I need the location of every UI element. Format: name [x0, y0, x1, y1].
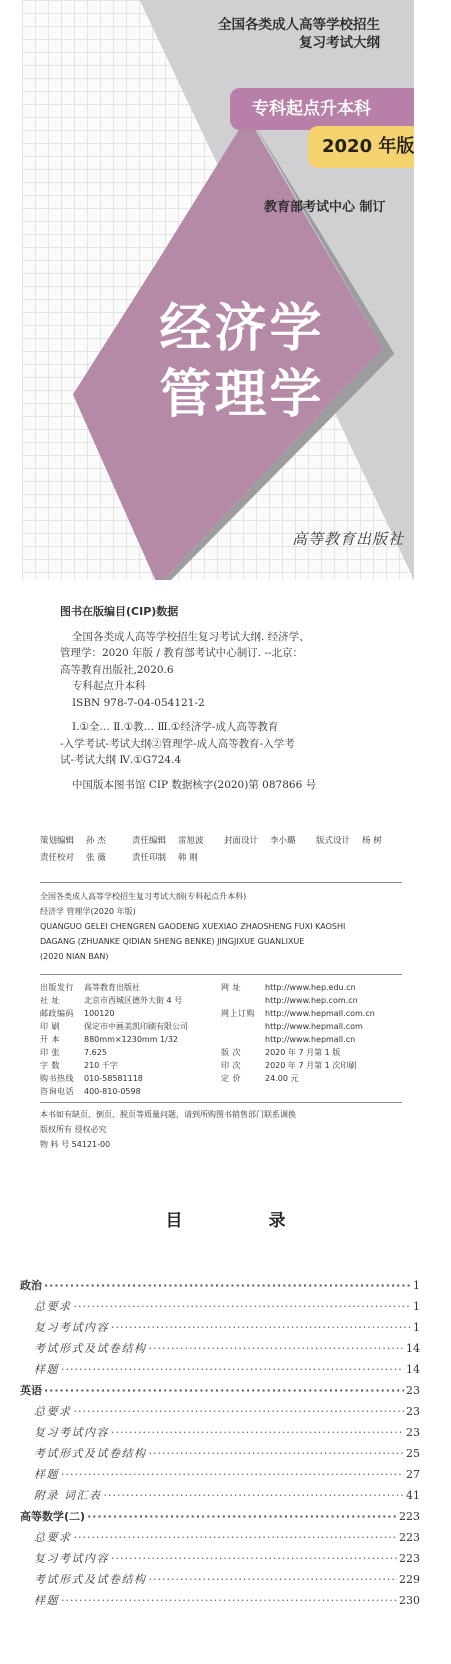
toc-chapter[interactable]	[20, 1277, 420, 1298]
bib-footer-line: 版权所有 侵权必究	[40, 1125, 107, 1134]
cip-line: 高等教育出版社,2020.6	[60, 663, 174, 676]
toc-leader-dots	[74, 1531, 398, 1544]
bib-line: (2020 NIAN BAN)	[40, 952, 109, 961]
info-value: 880mm×1230mm 1/32	[84, 1035, 179, 1044]
edition-label: 2020 年版	[308, 126, 414, 168]
publication-info-row	[40, 1072, 221, 1085]
level-label: 专科起点升本科	[230, 88, 414, 130]
book-cover	[22, 0, 414, 580]
toc-section[interactable]	[20, 1340, 420, 1361]
toc-section[interactable]	[20, 1424, 420, 1445]
info-key: 版 次	[221, 1048, 242, 1057]
cip-heading: 图书在版编目(CIP)数据	[60, 605, 179, 618]
toc-page-number: 41	[406, 1489, 420, 1502]
toc-section[interactable]	[20, 1487, 420, 1508]
info-key	[221, 1033, 265, 1046]
cover-publisher-line: 教育部考试中心 制订	[264, 200, 386, 215]
info-key: 网 址	[221, 983, 242, 992]
credit-person: 韩 刚	[178, 853, 198, 863]
toc-leader-dots	[74, 1300, 412, 1313]
credit-person: 孙 杰	[86, 836, 106, 846]
toc-page-number: 1	[413, 1279, 420, 1292]
toc-leader-dots	[111, 1426, 404, 1439]
publication-info-row	[221, 1033, 402, 1046]
info-value: http://www.hepmall.com	[265, 1022, 363, 1031]
toc-section[interactable]	[20, 1319, 420, 1340]
toc-leader-dots	[149, 1573, 398, 1586]
info-key: 出版发行	[40, 983, 74, 992]
toc-section[interactable]	[20, 1571, 420, 1592]
info-key: 咨询电话	[40, 1087, 74, 1096]
toc-entry-title: 考试形式及试卷结构	[34, 1573, 147, 1586]
info-key: 开 本	[40, 1035, 61, 1044]
toc-leader-dots	[61, 1468, 404, 1481]
toc-page-number: 230	[399, 1594, 420, 1607]
info-key: 邮政编码	[40, 1009, 74, 1018]
toc-leader-dots	[87, 1510, 397, 1523]
publication-info-left	[40, 981, 221, 1098]
info-value: 北京市西城区德外大街 4 号	[84, 996, 183, 1005]
toc-entry-title: 政治	[20, 1279, 42, 1292]
cip-line: 试-考试大纲 Ⅳ.①G724.4	[60, 754, 182, 766]
publication-info-row	[40, 1033, 221, 1046]
toc-entry-title: 考试形式及试卷结构	[34, 1447, 147, 1460]
publication-info-table	[40, 974, 402, 1098]
info-value: 2020 年 7 月第 1 版	[265, 1048, 341, 1057]
credit-person: 杨 树	[362, 836, 382, 846]
cip-line: ISBN 978-7-04-054121-2	[72, 696, 205, 709]
credits-block	[40, 833, 410, 867]
toc-leader-dots	[149, 1447, 405, 1460]
info-value: http://www.hep.edu.cn	[265, 983, 356, 992]
toc-page-number: 223	[399, 1531, 420, 1544]
toc-leader-dots	[104, 1489, 405, 1502]
bib-line: QUANGUO GELEI CHENGREN GAODENG XUEXIAO ZHAOSHENG FUXI KAOSHI	[40, 922, 346, 931]
info-value: 400-810-0598	[84, 1087, 141, 1096]
bibliographic-block	[40, 882, 402, 1152]
info-key: 印 刷	[40, 1022, 61, 1031]
info-key	[221, 1020, 265, 1033]
credit-person: 雷旭波	[178, 836, 204, 846]
publication-info-row	[40, 1059, 221, 1072]
cover-subject-line2: 管理学	[159, 365, 325, 425]
publication-info-right	[221, 981, 402, 1098]
toc-page-number: 223	[399, 1552, 420, 1565]
info-value: 2020 年 7 月第 1 次印刷	[265, 1061, 357, 1070]
cip-line: 全国各类成人高等学校招生复习考试大纲. 经济学、	[72, 630, 310, 643]
toc-entry-title: 总要求	[34, 1531, 72, 1544]
publication-info-row	[221, 1007, 402, 1020]
bib-footer	[40, 1102, 402, 1152]
bib-line: 经济学 管理学(2020 年版)	[40, 907, 136, 916]
info-value: 100120	[84, 1009, 115, 1018]
toc-page-number: 1	[413, 1300, 420, 1313]
toc-leader-dots	[44, 1279, 411, 1292]
publication-info-row	[40, 1046, 221, 1059]
toc-page-number: 25	[406, 1447, 420, 1460]
toc-page-number: 27	[406, 1468, 420, 1481]
cip-line: 管理学：2020 年版 / 教育部考试中心制订. --北京：	[60, 647, 304, 659]
toc-entry-title: 样题	[34, 1468, 59, 1481]
publication-info-row	[221, 1046, 402, 1059]
toc-entry-title: 样题	[34, 1594, 59, 1607]
cover-subject-line1: 经济学	[159, 299, 325, 359]
toc-leader-dots	[111, 1321, 411, 1334]
toc-section[interactable]	[20, 1298, 420, 1319]
info-key	[221, 994, 265, 1007]
toc-page-number: 23	[406, 1426, 420, 1439]
toc-chapter[interactable]	[20, 1382, 420, 1403]
credit-role: 责任印制	[132, 853, 167, 863]
credit-role: 责任校对	[40, 853, 75, 863]
publication-info-row	[221, 994, 402, 1007]
info-key: 购书热线	[40, 1074, 74, 1083]
info-value: http://www.hepmall.cn	[265, 1035, 356, 1044]
cover-title-line2: 复习考试大纲	[299, 35, 380, 51]
info-key: 字 数	[40, 1061, 61, 1070]
toc-entry-title: 高等数学(二)	[20, 1510, 86, 1523]
publication-info-row	[40, 1020, 221, 1033]
credit-person: 张 薇	[86, 853, 106, 863]
bib-line: DAGANG (ZHUANKE QIDIAN SHENG BENKE) JINGJIXUE GUANLIXUE	[40, 937, 305, 946]
bib-line: 全国各类成人高等学校招生复习考试大纲(专科起点升本科)	[40, 892, 247, 901]
toc-entry-title: 复习考试内容	[34, 1321, 109, 1334]
toc-section[interactable]	[20, 1361, 420, 1382]
credit-role: 版式设计	[316, 836, 351, 846]
toc-entry-title: 考试形式及试卷结构	[34, 1342, 147, 1355]
toc-section[interactable]	[20, 1445, 420, 1466]
info-key: 定 价	[221, 1074, 242, 1083]
publication-info-row	[221, 1072, 402, 1085]
info-value: 保定市中画美凯印刷有限公司	[84, 1022, 188, 1031]
publisher-logo: 高等教育出版社	[292, 530, 405, 548]
toc-section[interactable]	[20, 1403, 420, 1424]
info-value: 高等教育出版社	[84, 983, 140, 992]
cip-line: 专科起点升本科	[72, 680, 146, 692]
publication-info-row	[221, 1059, 402, 1072]
toc-entry-title: 附录 词汇表	[34, 1489, 102, 1502]
toc-entry-title: 总要求	[34, 1405, 72, 1418]
publication-info-row	[221, 1020, 402, 1033]
toc-leader-dots	[74, 1405, 405, 1418]
cip-block	[60, 604, 390, 793]
cover-series-title	[218, 16, 380, 52]
cip-line: 中国版本图书馆 CIP 数据核字(2020)第 087866 号	[72, 778, 317, 791]
info-value: 210 千字	[84, 1061, 118, 1070]
publication-info-row	[40, 981, 221, 994]
toc-section[interactable]	[20, 1550, 420, 1571]
toc-page-number: 223	[399, 1510, 420, 1523]
info-key: 社 址	[40, 996, 61, 1005]
toc-leader-dots	[111, 1552, 397, 1565]
publication-info-row	[221, 981, 402, 994]
toc-entry-title: 总要求	[34, 1300, 72, 1313]
info-key: 印 次	[221, 1061, 242, 1070]
credit-role: 策划编辑	[40, 836, 75, 846]
toc-page-number: 14	[406, 1363, 420, 1376]
toc-leader-dots	[149, 1342, 405, 1355]
bib-footer-line: 物 料 号 54121-00	[40, 1140, 111, 1149]
cip-line: -入学考试-考试大纲②管理学-成人高等教育-入学考	[60, 737, 295, 750]
info-value: 7.625	[84, 1048, 107, 1057]
info-value: 010-58581118	[84, 1074, 143, 1083]
toc-entry-title: 复习考试内容	[34, 1426, 109, 1439]
credits-row	[40, 833, 410, 850]
credit-role: 责任编辑	[132, 836, 167, 846]
toc-title: 目 录	[165, 1211, 326, 1231]
toc-leader-dots	[61, 1594, 397, 1607]
info-key: 网上订购	[221, 1009, 255, 1018]
toc-entry-title: 复习考试内容	[34, 1552, 109, 1565]
info-value: http://www.hep.com.cn	[265, 996, 358, 1005]
table-of-contents	[20, 1277, 420, 1613]
toc-entry-title: 英语	[20, 1384, 42, 1397]
toc-page-number: 229	[399, 1573, 420, 1586]
credit-role: 封面设计	[224, 836, 259, 846]
info-value: http://www.hepmall.com.cn	[265, 1009, 375, 1018]
toc-section[interactable]	[20, 1592, 420, 1613]
toc-leader-dots	[61, 1363, 404, 1376]
toc-chapter[interactable]	[20, 1508, 420, 1529]
info-value: 24.00 元	[265, 1074, 299, 1083]
toc-section[interactable]	[20, 1529, 420, 1550]
toc-entry-title: 样题	[34, 1363, 59, 1376]
cip-line: Ⅰ.①全… Ⅱ.①教… Ⅲ.①经济学-成人高等教育	[72, 721, 279, 733]
info-key: 印 张	[40, 1048, 61, 1057]
toc-leader-dots	[44, 1384, 404, 1397]
toc-page-number: 23	[406, 1405, 420, 1418]
publication-info-row	[40, 1085, 221, 1098]
credits-row	[40, 850, 410, 867]
toc-page-number: 23	[406, 1384, 420, 1397]
toc-page-number: 14	[406, 1342, 420, 1355]
toc-section[interactable]	[20, 1466, 420, 1487]
toc-page-number: 1	[413, 1321, 420, 1334]
publication-info-row	[40, 1007, 221, 1020]
publication-info-row	[40, 994, 221, 1007]
bib-footer-line: 本书如有缺页、倒页、脱页等质量问题，请到所购图书销售部门联系调换	[40, 1110, 296, 1119]
cover-title-line1: 全国各类成人高等学校招生	[218, 17, 380, 33]
credit-person: 李小璐	[270, 836, 296, 846]
